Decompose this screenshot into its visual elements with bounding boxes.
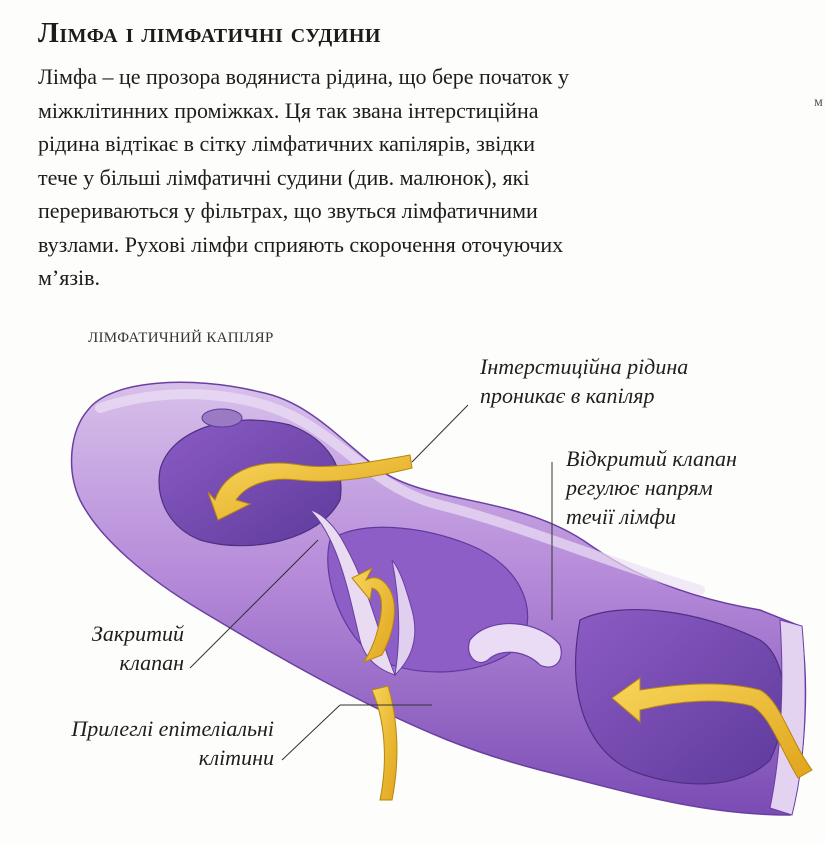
paragraph-line: м’язів. [38,265,101,290]
paragraph-line: тече у більші лімфатичні судини (див. малюнок), які [38,164,530,190]
capillary-label: ЛІМФАТИЧНИЙ КАПІЛЯР [88,330,274,346]
callout-interstitial-fluid [480,352,688,410]
paragraph-line: вузлами. Рухові лімфи сприяють скорочення оточуючих [38,231,564,257]
page-title: Лімфа і лімфатичні судини [38,18,381,49]
cell-nucleus [202,409,242,427]
callout-line: Відкритий клапан [566,446,737,471]
callout-line: регулює напрям [566,475,713,500]
callout-line: клапан [119,650,184,675]
callout-open-valve [566,444,737,531]
callout-epithelial-cells [22,714,274,772]
leader-line [412,405,468,462]
leader-line [282,705,340,760]
callout-line: течії лімфи [566,504,676,529]
callout-line: Інтерстиційна рідина [480,354,689,379]
paragraph-line: перериваються у фільтрах, що звуться лімфатичними [38,198,538,223]
paragraph-line: рідина відтікає в сітку лімфатичних капілярів, звідки [38,131,535,156]
callout-line: проникає в капіляр [480,383,655,408]
paragraph-line: міжклітинних проміжках. Ця так звана інтерстиційна [38,97,539,123]
callout-closed-valve [70,619,184,677]
cropped-page-edge-text: м [814,95,823,110]
callout-line: Прилеглі епітеліальні [71,716,274,741]
paragraph-line: Лімфа – це прозора водяниста рідина, що бере початок у [38,64,569,89]
callout-line: клітини [198,745,274,770]
callout-line: Закритий [91,621,184,646]
